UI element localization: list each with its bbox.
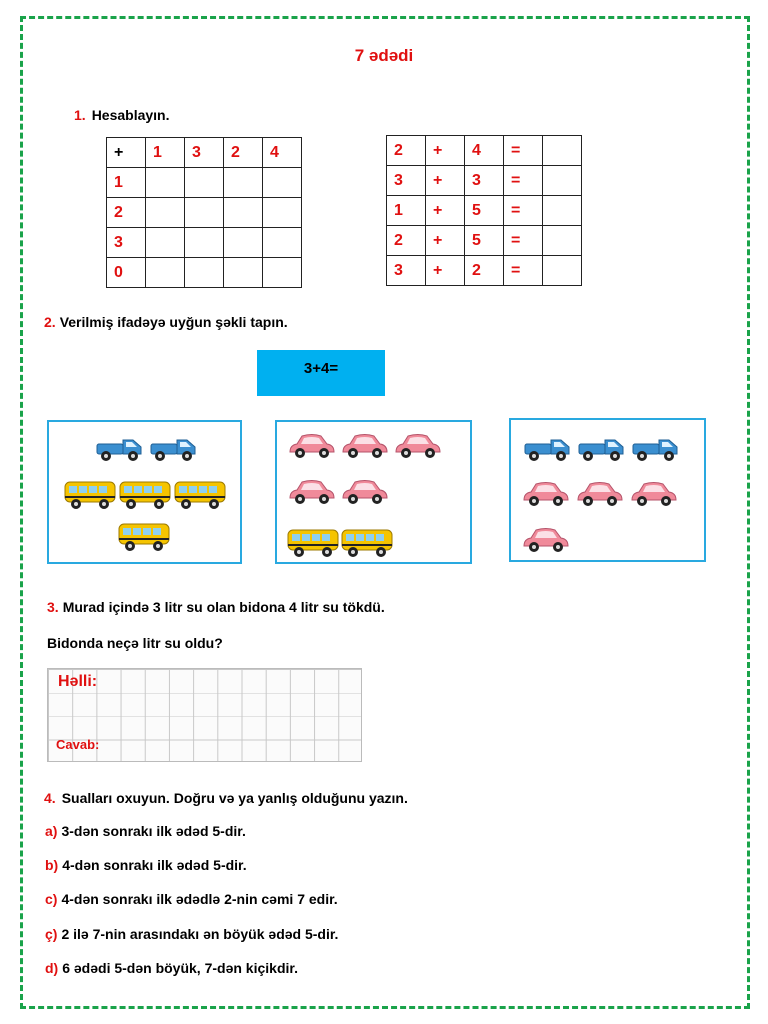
- car-icon: [393, 430, 443, 467]
- truck-icon: [577, 432, 627, 469]
- answer-cell[interactable]: [224, 168, 263, 198]
- page-title: 7 ədədi: [354, 46, 414, 65]
- statement-text: 6 ədədi 5-dən böyük, 7-dən kiçikdir.: [62, 960, 298, 976]
- operand: 1: [387, 196, 426, 226]
- question-text: Verilmiş ifadəyə uyğun şəkli tapın.: [59, 314, 288, 330]
- answer-label: Cavab:: [56, 737, 100, 752]
- answer-cell[interactable]: [146, 228, 185, 258]
- bus-icon: [286, 526, 342, 565]
- operand: 2: [387, 136, 426, 166]
- question-3-prompt: Bidonda neçə litr su oldu?: [47, 635, 223, 651]
- picture-option-2[interactable]: [275, 420, 472, 564]
- answer-cell[interactable]: [543, 226, 582, 256]
- question-2: [44, 314, 288, 330]
- table-row: [107, 228, 302, 258]
- statement-d: [45, 960, 298, 976]
- addition-table: [106, 137, 302, 288]
- answer-cell[interactable]: [263, 228, 302, 258]
- question-1: [74, 107, 170, 123]
- answer-cell[interactable]: [543, 136, 582, 166]
- car-icon: [340, 476, 390, 513]
- truck-icon: [149, 432, 199, 469]
- statement-label: b): [45, 857, 59, 873]
- statement-b: [45, 857, 247, 873]
- answer-cell[interactable]: [185, 258, 224, 288]
- question-3: [47, 599, 385, 615]
- car-icon: [521, 478, 571, 515]
- row-header-cell: 2: [107, 198, 146, 228]
- equation-row: [387, 166, 582, 196]
- answer-cell[interactable]: [224, 258, 263, 288]
- car-icon: [287, 430, 337, 467]
- question-number: 1.: [74, 107, 86, 123]
- statement-c: [45, 891, 338, 907]
- row-header-cell: 1: [107, 168, 146, 198]
- equations-table: [386, 135, 582, 286]
- answer-cell[interactable]: [224, 198, 263, 228]
- row-header-cell: 3: [107, 228, 146, 258]
- operator: +: [426, 196, 465, 226]
- equals: =: [504, 196, 543, 226]
- equation-row: [387, 226, 582, 256]
- answer-cell[interactable]: [146, 258, 185, 288]
- answer-cell[interactable]: [185, 228, 224, 258]
- answer-cell[interactable]: [146, 198, 185, 228]
- operand: 3: [387, 256, 426, 286]
- table-corner: +: [107, 138, 146, 168]
- row-header-cell: 0: [107, 258, 146, 288]
- statement-text: 4-dən sonrakı ilk ədədlə 2-nin cəmi 7 edir.: [61, 891, 338, 907]
- statement-c-cedilla: [45, 926, 338, 942]
- header-cell: 4: [263, 138, 302, 168]
- answer-cell[interactable]: [185, 168, 224, 198]
- operand: 4: [465, 136, 504, 166]
- truck-icon: [523, 432, 573, 469]
- operator: +: [426, 256, 465, 286]
- statement-a: [45, 823, 246, 839]
- statement-label: ç): [45, 926, 58, 942]
- statement-label: a): [45, 823, 58, 839]
- truck-icon: [631, 432, 681, 469]
- bus-icon: [173, 478, 229, 517]
- car-icon: [575, 478, 625, 515]
- equation-row: [387, 136, 582, 166]
- question-text: Hesablayın.: [91, 107, 170, 123]
- equals: =: [504, 256, 543, 286]
- equals: =: [504, 166, 543, 196]
- answer-cell[interactable]: [263, 258, 302, 288]
- operand: 3: [387, 166, 426, 196]
- answer-cell[interactable]: [543, 166, 582, 196]
- answer-cell[interactable]: [185, 198, 224, 228]
- table-row: [107, 168, 302, 198]
- question-text: Sualları oxuyun. Doğru və ya yanlış olduğunu yazın.: [61, 790, 408, 806]
- operand: 2: [465, 256, 504, 286]
- picture-option-1[interactable]: [47, 420, 242, 564]
- answer-cell[interactable]: [224, 228, 263, 258]
- answer-cell[interactable]: [263, 168, 302, 198]
- solution-label: Həlli:: [58, 673, 98, 690]
- operator: +: [426, 166, 465, 196]
- statement-label: d): [45, 960, 59, 976]
- car-icon: [629, 478, 679, 515]
- answer-cell[interactable]: [146, 168, 185, 198]
- statement-label: c): [45, 891, 58, 907]
- operator: +: [426, 226, 465, 256]
- table-header-row: [107, 138, 302, 168]
- truck-icon: [95, 432, 145, 469]
- question-number: 2.: [44, 314, 56, 330]
- statement-text: 2 ilə 7-nin arasındakı ən böyük ədəd 5-dir.: [61, 926, 339, 942]
- answer-cell[interactable]: [543, 256, 582, 286]
- header-cell: 3: [185, 138, 224, 168]
- operator: +: [426, 136, 465, 166]
- picture-option-3[interactable]: [509, 418, 706, 562]
- table-row: [107, 198, 302, 228]
- operand: 2: [387, 226, 426, 256]
- equals: =: [504, 226, 543, 256]
- expression-box: 3+4=: [257, 350, 385, 396]
- statement-text: 3-dən sonrakı ilk ədəd 5-dir.: [61, 823, 246, 839]
- car-icon: [340, 430, 390, 467]
- bus-icon: [63, 478, 119, 517]
- equation-row: [387, 196, 582, 226]
- statement-text: 4-dən sonrakı ilk ədəd 5-dir.: [62, 857, 247, 873]
- equation-row: [387, 256, 582, 286]
- header-cell: 1: [146, 138, 185, 168]
- operand: 5: [465, 226, 504, 256]
- header-cell: 2: [224, 138, 263, 168]
- answer-cell[interactable]: [543, 196, 582, 226]
- bus-icon: [340, 526, 396, 565]
- question-number: 3.: [47, 599, 59, 615]
- solution-grid[interactable]: [47, 668, 362, 762]
- question-number: 4.: [44, 790, 56, 806]
- question-text: Murad içində 3 litr su olan bidona 4 litr su tökdü.: [62, 599, 385, 615]
- operand: 3: [465, 166, 504, 196]
- table-row: [107, 258, 302, 288]
- bus-icon: [117, 520, 173, 559]
- car-icon: [287, 476, 337, 513]
- car-icon: [521, 524, 571, 561]
- answer-cell[interactable]: [263, 198, 302, 228]
- question-4: [44, 790, 408, 806]
- equals: =: [504, 136, 543, 166]
- operand: 5: [465, 196, 504, 226]
- bus-icon: [118, 478, 174, 517]
